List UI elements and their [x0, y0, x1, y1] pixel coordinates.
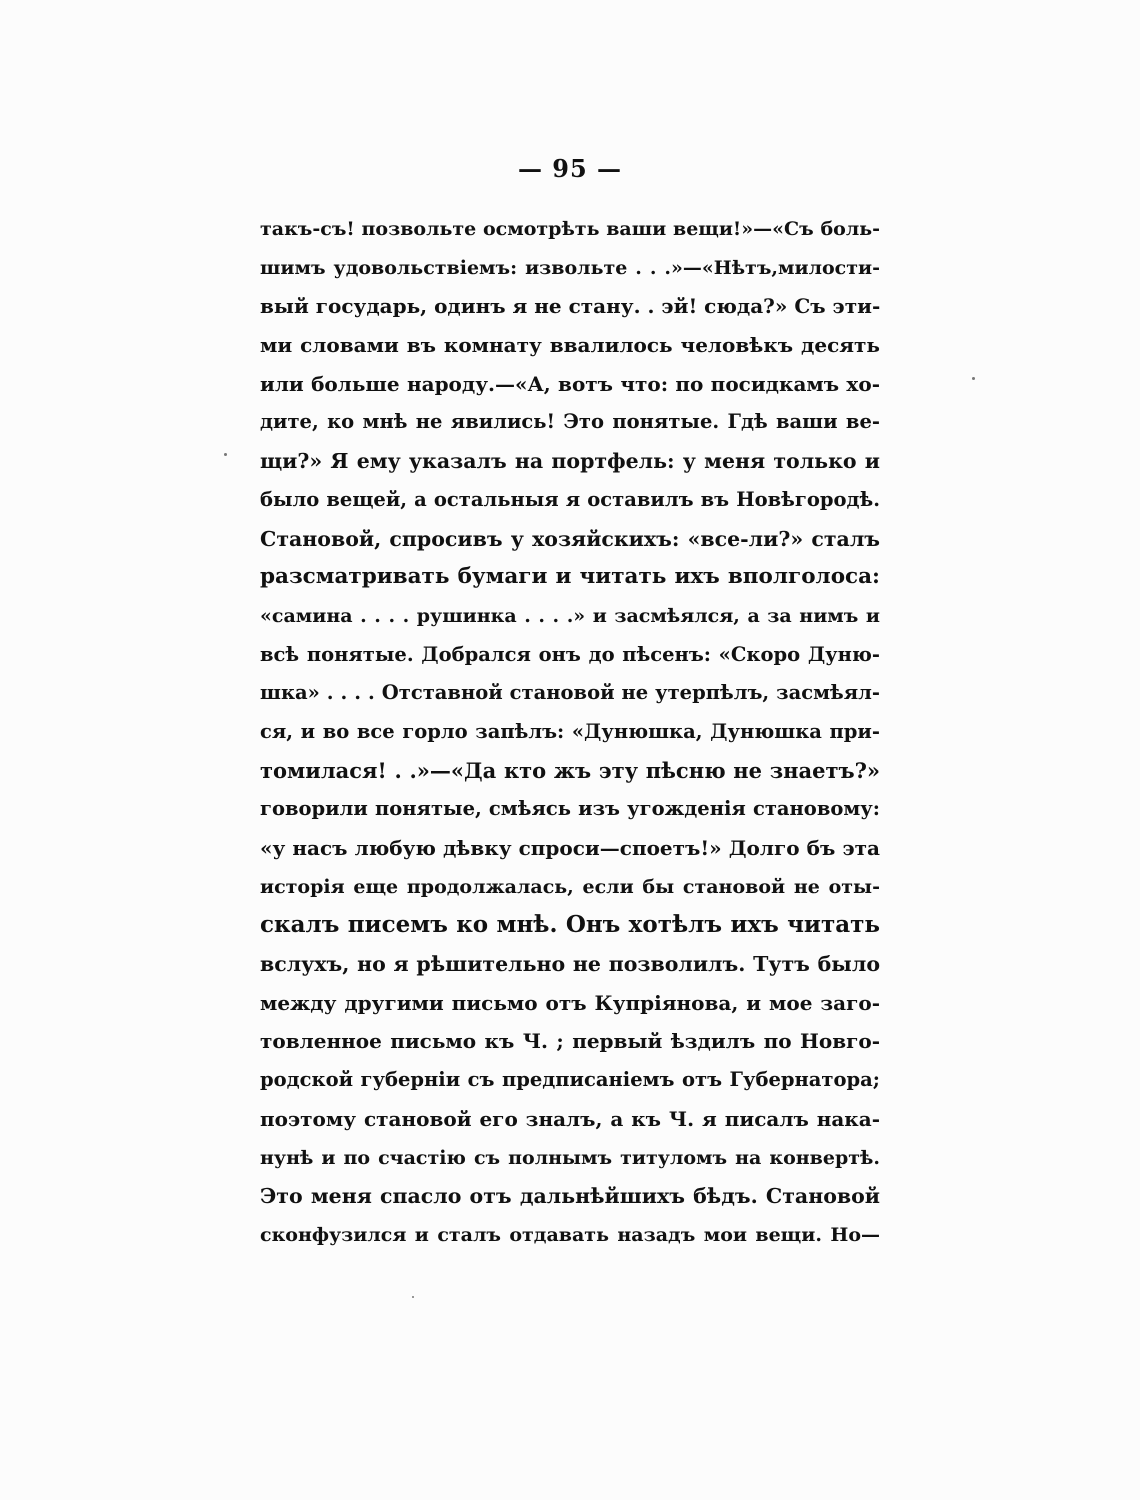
text-line: вый государь, одинъ я не стану. . эй! сюда?» Съ эти-: [260, 294, 880, 319]
body-text: [260, 210, 880, 1255]
text-line: всѣ понятые. Добрался онъ до пѣсенъ: «Скоро Дуню-: [260, 642, 880, 666]
text-line: щи?» Я ему указалъ на портфель: у меня только и: [260, 449, 880, 474]
page-number: — 95 —: [517, 154, 623, 183]
text-line: или больше народу.—«А, вотъ что: по посидкамъ хо-: [260, 371, 880, 396]
scan-speck: [224, 453, 227, 456]
text-line: вслухъ, но я рѣшительно не позволилъ. Тутъ было: [260, 952, 880, 977]
text-line: поэтому становой его зналъ, а къ Ч. я писалъ нака-: [260, 1106, 880, 1131]
text-line: было вещей, а остальныя я оставилъ въ Новѣгородѣ.: [260, 487, 880, 511]
scan-speck: [972, 377, 975, 380]
text-line: Это меня спасло отъ дальнѣйшихъ бѣдъ. Становой: [260, 1184, 880, 1209]
text-line: такъ-съ! позвольте осмотрѣть ваши вещи!»—«Съ боль-: [260, 218, 880, 240]
text-line: между другими письмо отъ Купріянова, и мое заго-: [260, 990, 880, 1015]
text-line: скалъ писемъ ко мнѣ. Онъ хотѣлъ ихъ читать: [260, 911, 880, 939]
text-line: родской губерніи съ предписаніемъ отъ Губернатора;: [260, 1068, 880, 1092]
text-line: дите, ко мнѣ не явились! Это понятые. Гдѣ ваши ве-: [260, 410, 880, 434]
text-line: исторія еще продолжалась, если бы становой не оты-: [260, 875, 880, 898]
text-line: говорили понятые, смѣясь изъ угожденія становому:: [260, 797, 880, 821]
text-line: ми словами въ комнату ввалилось человѣкъ десять: [260, 333, 880, 358]
text-line: нунѣ и по счастію съ полнымъ титуломъ на конвертѣ.: [260, 1146, 880, 1169]
text-line: товленное письмо къ Ч. ; первый ѣздилъ по Новго-: [260, 1029, 880, 1054]
text-line: сконфузился и сталъ отдавать назадъ мои вещи. Но—: [260, 1223, 880, 1246]
text-line: шимъ удовольствіемъ: извольте . . .»—«Нѣтъ,милости-: [260, 256, 880, 279]
text-line: Становой, спросивъ у хозяйскихъ: «все-ли?» сталъ: [260, 526, 880, 551]
text-line: ся, и во все горло запѣлъ: «Дунюшка, Дунюшка при-: [260, 719, 880, 743]
scan-speck: [412, 1296, 414, 1298]
text-line: «у насъ любую дѣвку спроси—споетъ!» Долго бъ эта: [260, 836, 880, 860]
text-line: «самина . . . . рушинка . . . .» и засмѣялся, а за нимъ и: [260, 604, 880, 627]
text-line: томилася! . .»—«Да кто жъ эту пѣсню не знаетъ?»: [260, 757, 880, 783]
text-line: разсматривать бумаги и читать ихъ вполголоса:: [260, 564, 880, 590]
text-line: шка» . . . . Отставной становой не утерпѣлъ, засмѣял-: [260, 681, 880, 705]
